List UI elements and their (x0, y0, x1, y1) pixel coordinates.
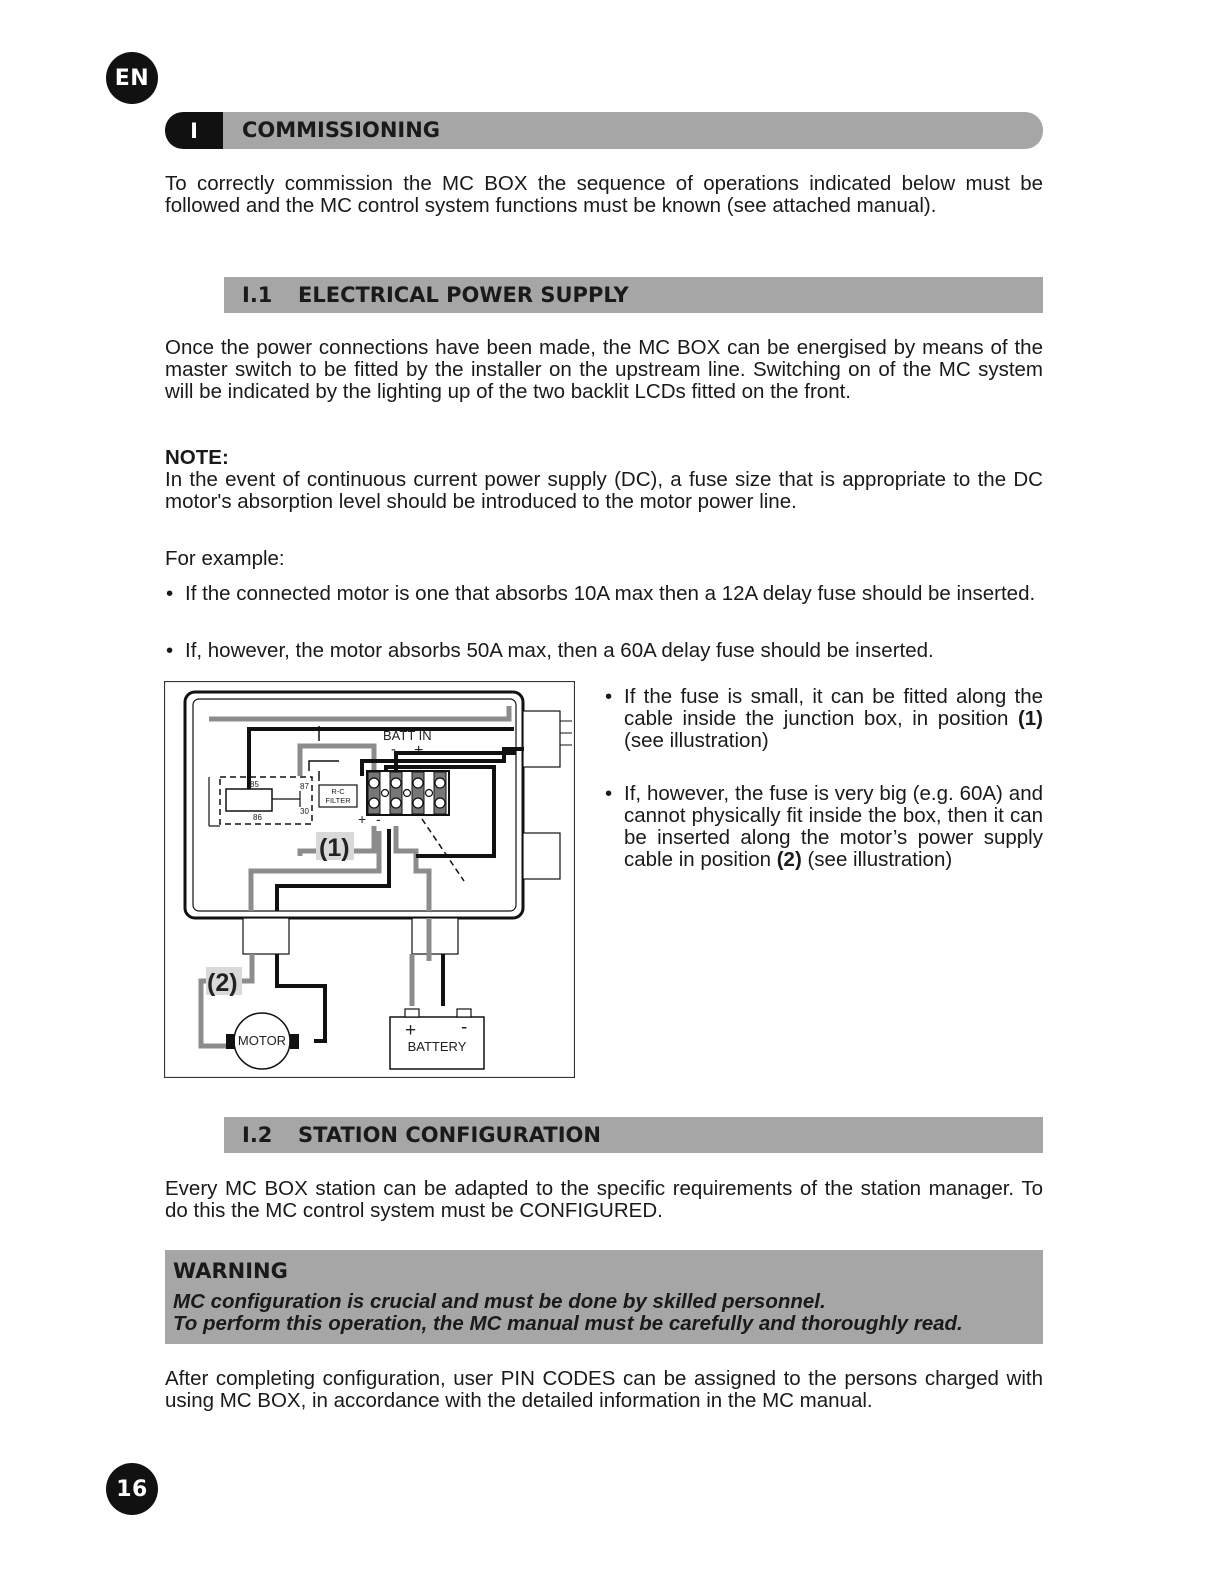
final-paragraph: After completing configuration, user PIN CODES can be assigned to the persons charged with using MC BOX, in accordance with the detailed information in the MC manual. (165, 1367, 1043, 1412)
motor-label: MOTOR (237, 1033, 287, 1048)
relay-pin-label: 30 (300, 807, 309, 816)
section-header (165, 112, 1043, 149)
rc-filter-label: R-C (331, 787, 345, 796)
warning-title: WARNING (173, 1259, 288, 1283)
relay-pin-label: 87 (300, 782, 309, 791)
battery-label: BATTERY (407, 1039, 467, 1054)
relay-pin-label: 86 (253, 813, 262, 822)
rc-filter-label: FILTER (325, 796, 351, 805)
polarity-minus: - (376, 811, 381, 827)
polarity-plus: + (414, 742, 424, 759)
fuse-position-1-label: (1) (319, 834, 350, 862)
station-paragraph: Every MC BOX station can be adapted to the specific requirements of the station manager. To do this the MC control system must be CONFIGURED. (165, 1177, 1043, 1222)
fuse-position-2-label: (2) (207, 969, 238, 997)
language-badge: EN (106, 52, 158, 104)
wiring-diagram (164, 681, 575, 1078)
battery-plus: + (405, 1020, 417, 1041)
subsection-header-power (224, 277, 1043, 313)
example-intro: For example: (165, 547, 285, 570)
subsection-number: I.1 (242, 283, 273, 307)
subsection-number: I.2 (242, 1123, 273, 1147)
warning-line: To perform this operation, the MC manual must be carefully and thoroughly read. (173, 1312, 963, 1335)
note-title: NOTE: (165, 446, 229, 469)
list-item: • If, however, the fuse is very big (e.g. 60A) and cannot physically fit inside the box, then it can be inserted along the motor’s power supply cable in position (2) (see illustration) (605, 782, 1043, 871)
relay-pin-label: 85 (250, 780, 259, 789)
list-item: • If, however, the motor absorbs 50A max, then a 60A delay fuse should be inserted. (166, 639, 934, 662)
battery-minus: - (461, 1017, 468, 1038)
warning-box (165, 1250, 1043, 1344)
warning-line: MC configuration is crucial and must be done by skilled personnel. (173, 1290, 826, 1313)
list-item: • If the connected motor is one that absorbs 10A max then a 12A delay fuse should be inserted. (166, 582, 1036, 605)
subsection-title: STATION CONFIGURATION (298, 1123, 601, 1147)
batt-in-label: BATT IN (383, 728, 432, 743)
subsection-header-station (224, 1117, 1043, 1153)
polarity-plus: + (358, 811, 367, 827)
page-number-badge: 16 (106, 1463, 158, 1515)
note-text: In the event of continuous current power supply (DC), a fuse size that is appropriate to the DC motor's absorption level should be introduced to the motor power line. (165, 468, 1043, 513)
polarity-minus: - (391, 741, 396, 758)
section-number: I (165, 112, 223, 149)
power-paragraph: Once the power connections have been made, the MC BOX can be energised by means of the master switch to be fitted by the installer on the upstream line. Switching on of the MC system will be indicated by the lighting up of the two backlit LCDs fitted on the front. (165, 336, 1043, 403)
section-title: COMMISSIONING (242, 118, 441, 142)
list-item: • If the fuse is small, it can be fitted along the cable inside the junction box, in position (1) (see illustration) (605, 685, 1043, 752)
subsection-title: ELECTRICAL POWER SUPPLY (298, 283, 629, 307)
intro-paragraph: To correctly commission the MC BOX the sequence of operations indicated below must be followed and the MC control system functions must be known (see attached manual). (165, 172, 1043, 217)
